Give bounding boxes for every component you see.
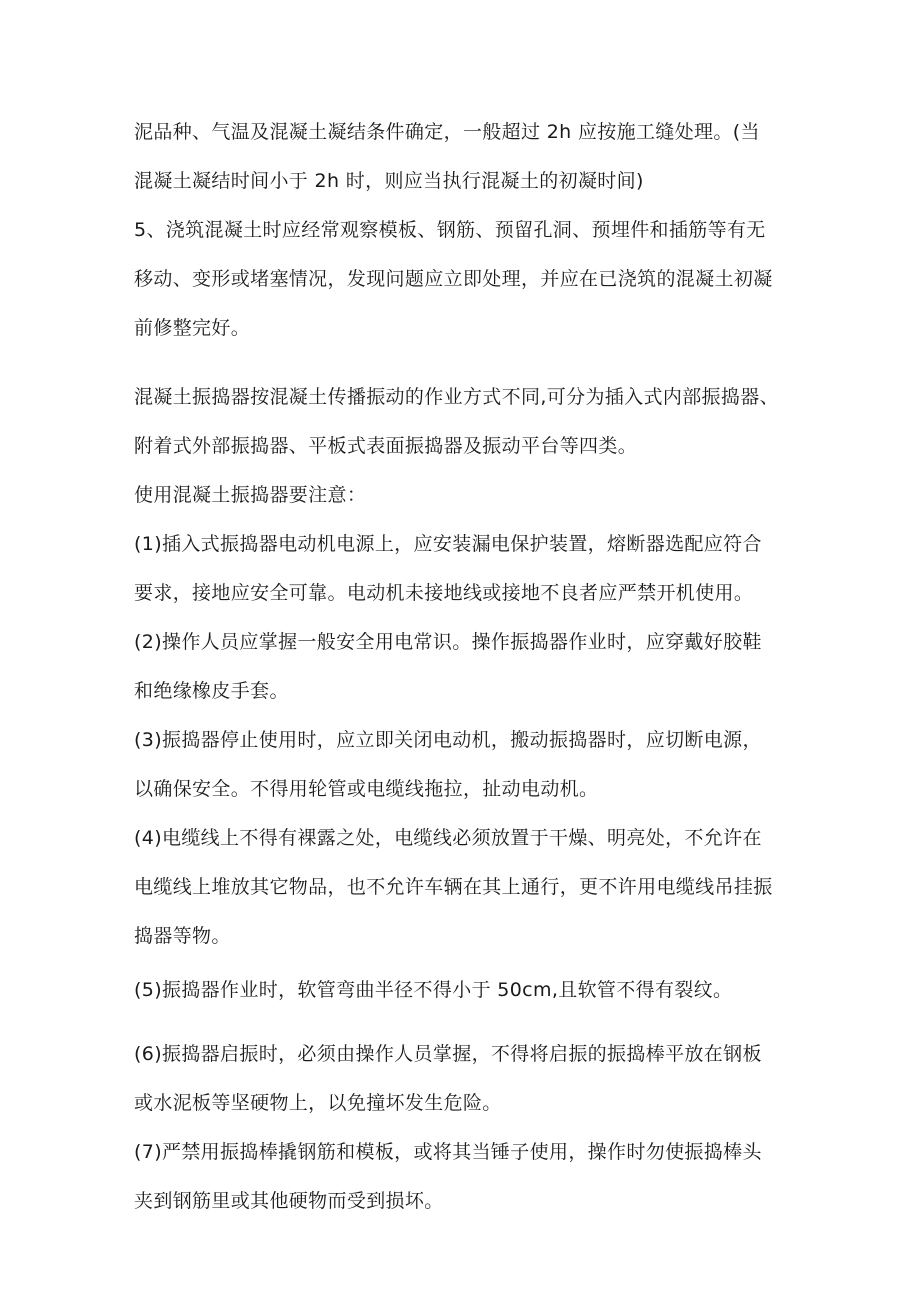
text-line: (4)电缆线上不得有裸露之处，电缆线必须放置于干燥、明亮处，不允许在 (134, 827, 762, 849)
text-line: 5、浇筑混凝土时应经常观察模板、钢筋、预留孔洞、预埋件和插筋等有无 (134, 219, 766, 241)
text-line: 泥品种、气温及混凝土凝结条件确定，一般超过 2h 应按施工缝处理。(当 (134, 121, 760, 143)
text-line: 或水泥板等坚硬物上，以免撞坏发生危险。 (134, 1092, 502, 1114)
text-line: 使用混凝土振捣器要注意： (134, 484, 367, 506)
text-line: 电缆线上堆放其它物品，也不允许车辆在其上通行，更不许用电缆线吊挂振 (134, 876, 773, 898)
text-line: (3)振捣器停止使用时，应立即关闭电动机，搬动振捣器时，应切断电源， (134, 729, 762, 751)
text-line: 以确保安全。不得用轮管或电缆线拖拉，扯动电动机。 (134, 778, 599, 800)
text-line: (1)插入式振捣器电动机电源上，应安装漏电保护装置，熔断器选配应符合 (134, 533, 762, 555)
text-line: (5)振捣器作业时，软管弯曲半径不得小于 50cm,且软管不得有裂纹。 (134, 979, 733, 1001)
text-line: (2)操作人员应掌握一般安全用电常识。操作振捣器作业时，应穿戴好胶鞋 (134, 631, 762, 653)
text-line: 前修整完好。 (134, 317, 251, 339)
text-line: 夹到钢筋里或其他硬物而受到损坏。 (134, 1190, 444, 1212)
text-line: (7)严禁用振捣棒撬钢筋和模板，或将其当锤子使用，操作时勿使振捣棒头 (134, 1141, 762, 1163)
text-line: 混凝土振捣器按混凝土传播振动的作业方式不同,可分为插入式内部振捣器、 (134, 386, 779, 408)
text-line: 和绝缘橡皮手套。 (134, 680, 289, 702)
text-line: 要求，接地应安全可靠。电动机未接地线或接地不良者应严禁开机使用。 (134, 582, 754, 604)
text-line: (6)振捣器启振时，必须由操作人员掌握，不得将启振的振捣棒平放在钢板 (134, 1043, 762, 1065)
text-line: 移动、变形或堵塞情况，发现问题应立即处理，并应在已浇筑的混凝土初凝 (134, 268, 773, 290)
text-line: 捣器等物。 (134, 925, 231, 947)
text-line: 附着式外部振捣器、平板式表面振捣器及振动平台等四类。 (134, 435, 638, 457)
text-line: 混凝土凝结时间小于 2h 时，则应当执行混凝土的初凝时间) (134, 170, 644, 192)
